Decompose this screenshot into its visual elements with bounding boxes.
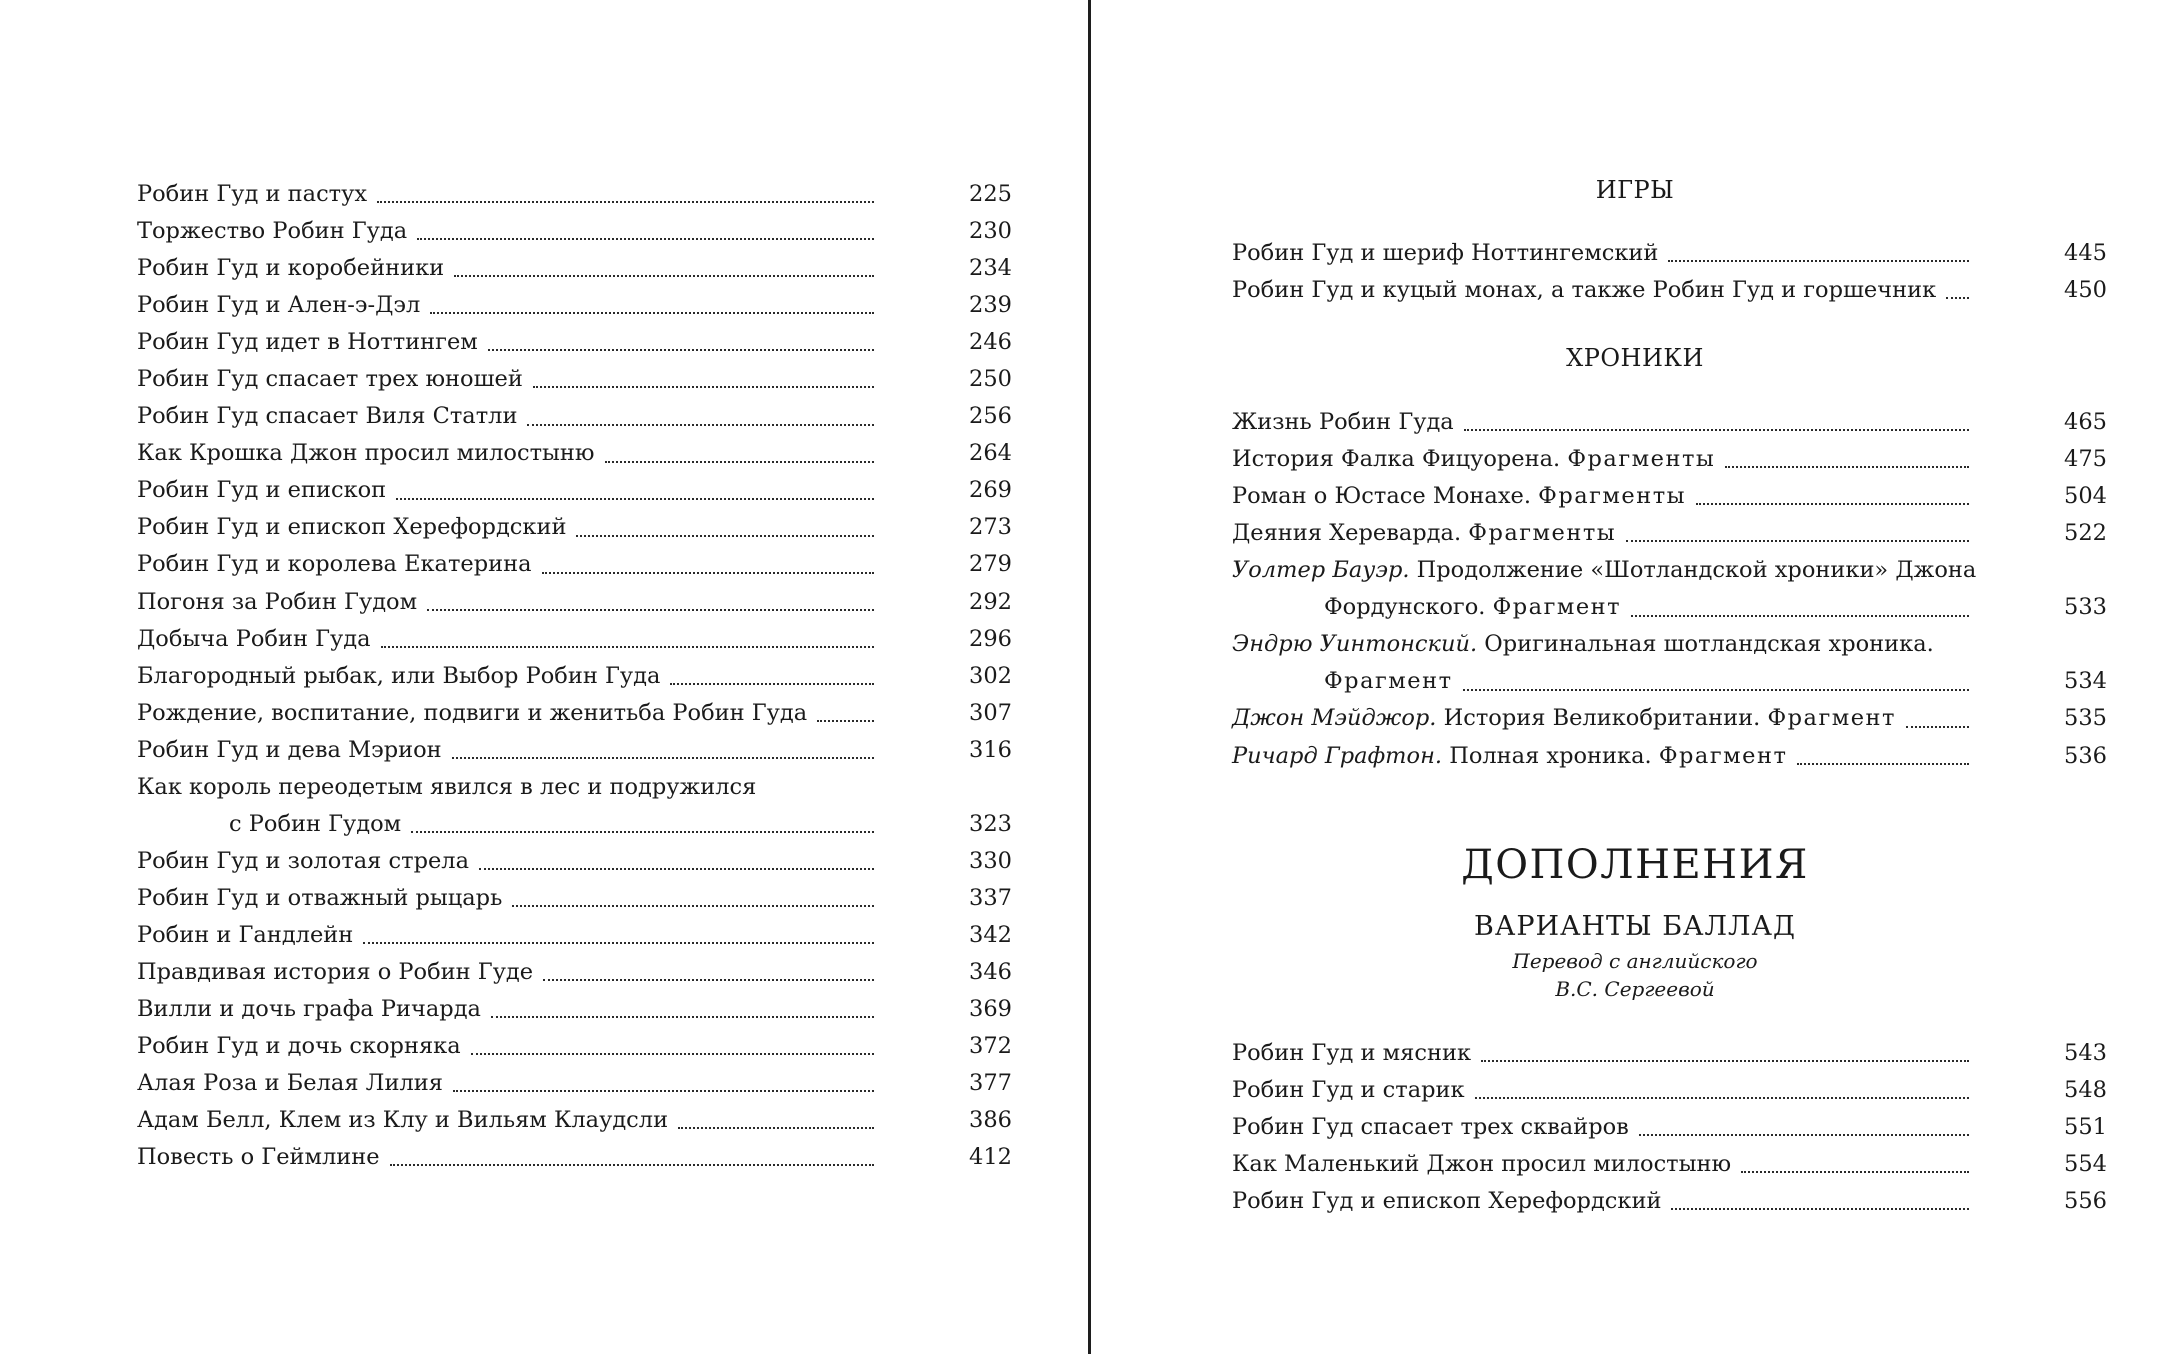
toc-entry[interactable] (137, 843, 1012, 880)
toc-entry-wyntoun-line2[interactable] (1232, 663, 2107, 700)
toc-entry[interactable] (1232, 404, 2107, 441)
dot-leader (527, 401, 874, 426)
dot-leader (1741, 1148, 1969, 1173)
entry-title: Робин Гуд идет в Ноттингем (137, 329, 478, 356)
entry-fragment-label: Фрагмент (1492, 594, 1622, 621)
dot-leader (363, 920, 874, 945)
entry-fragment-label: Фрагмент (1324, 668, 1453, 695)
toc-entry-multiline-line1[interactable] (137, 769, 943, 806)
entry-title: Робин Гуд и епископ Херефордский (137, 514, 567, 541)
entry-author: Ричард Графтон. (1232, 742, 1443, 769)
dot-leader (605, 438, 874, 463)
entry-title: Робин Гуд и коробейники (137, 255, 445, 282)
entry-title (1232, 515, 1626, 552)
entry-page-number: 264 (969, 440, 1012, 467)
entry-title-text: Оригинальная шотландская хроника. (1484, 631, 1934, 658)
toc-entry[interactable] (137, 213, 1012, 250)
section-heading-supplements: ДОПОЛНЕНИЯ (1461, 841, 1809, 888)
toc-entry[interactable] (1232, 1183, 2107, 1220)
entry-title: Робин Гуд и Ален-э-Дэл (137, 292, 421, 319)
entry-title: Погоня за Робин Гудом (137, 588, 418, 615)
dot-leader (454, 253, 874, 278)
dot-leader (1626, 518, 1969, 543)
entry-title: Как король переодетым явился в лес и подружился (137, 773, 757, 800)
entry-page-number: 302 (969, 662, 1012, 689)
entry-title: Робин Гуд и дочь скорняка (137, 1033, 461, 1060)
entry-page-number: 475 (2064, 446, 2107, 473)
dot-leader (1696, 481, 1969, 506)
dot-leader (452, 734, 874, 759)
entry-title: Робин Гуд спасает трех юношей (137, 366, 523, 393)
entry-fragment-label: Фрагменты (1468, 520, 1617, 547)
toc-entry[interactable] (1232, 441, 2107, 478)
dot-leader (417, 216, 874, 241)
toc-entry[interactable] (137, 1139, 1012, 1176)
entry-title: Робин Гуд и старик (1232, 1076, 1465, 1103)
toc-entry[interactable] (137, 584, 1012, 621)
entry-fragment-label: Фрагмент (1767, 705, 1896, 732)
dot-leader (576, 512, 874, 537)
dot-leader (411, 809, 874, 834)
toc-entry[interactable] (137, 472, 1012, 509)
toc-entry[interactable] (137, 732, 1012, 769)
entry-title: Робин Гуд и куцый монах, а также Робин Гуд и горшечник (1232, 277, 1937, 304)
toc-entry[interactable] (137, 695, 1012, 732)
entry-title: Алая Роза и Белая Лилия (137, 1070, 443, 1097)
entry-title: Торжество Робин Гуда (137, 218, 408, 245)
toc-entry[interactable] (137, 250, 1012, 287)
toc-list-chronicles (1232, 404, 2107, 774)
dot-leader (670, 660, 874, 685)
entry-page-number: 534 (2064, 668, 2107, 695)
entry-title (1232, 441, 1725, 478)
entry-title: Робин Гуд и золотая стрела (137, 847, 470, 874)
entry-page-number: 369 (969, 996, 1012, 1023)
entry-title: Робин Гуд спасает Виля Статли (137, 403, 518, 430)
entry-page-number: 504 (2064, 483, 2107, 510)
entry-page-number: 337 (969, 884, 1012, 911)
entry-page-number: 386 (969, 1107, 1012, 1134)
entry-title: Робин и Гандлейн (137, 921, 354, 948)
entry-title-text: Продолжение «Шотландской хроники» Джона (1416, 557, 1977, 584)
entry-page-number: 279 (969, 551, 1012, 578)
dot-leader (479, 846, 874, 871)
entry-page-number: 535 (2064, 705, 2107, 732)
dot-leader (817, 697, 874, 722)
entry-title: Жизнь Робин Гуда (1232, 409, 1454, 436)
entry-title: Благородный рыбак, или Выбор Робин Гуда (137, 662, 661, 689)
entry-title-continued (1324, 589, 1631, 626)
entry-page-number: 536 (2064, 742, 2107, 769)
entry-page-number: 292 (969, 588, 1012, 615)
dot-leader (453, 1068, 874, 1093)
entry-page-number: 307 (969, 699, 1012, 726)
page-gutter (1088, 0, 1091, 1354)
entry-page-number: 269 (969, 477, 1012, 504)
entry-page-number: 372 (969, 1033, 1012, 1060)
entry-title: Добыча Робин Гуда (137, 625, 371, 652)
entry-title-text: История Великобритании. (1443, 705, 1761, 732)
entry-title-continued: с Робин Гудом (229, 810, 402, 837)
dot-leader (1475, 1074, 1969, 1099)
entry-page-number: 225 (969, 181, 1012, 207)
toc-entry-bower-line2[interactable] (1232, 589, 2107, 626)
left-page (137, 176, 1012, 1176)
toc-entry[interactable] (137, 1028, 1012, 1065)
dot-leader (471, 1031, 874, 1056)
toc-entry[interactable] (1232, 738, 2107, 775)
toc-entry[interactable] (137, 176, 1012, 213)
entry-fragment-label: Фрагменты (1567, 446, 1716, 473)
entry-author: Джон Мэйджор. (1232, 705, 1437, 732)
toc-entry[interactable] (137, 621, 1012, 658)
entry-title-text: Полная хроника. (1449, 742, 1652, 769)
entry-page-number: 556 (2064, 1187, 2107, 1214)
entry-page-number: 412 (969, 1144, 1012, 1171)
toc-entry[interactable] (137, 880, 1012, 917)
entry-title-text: Деяния Хереварда. (1232, 520, 1462, 547)
entry-page-number: 522 (2064, 520, 2107, 547)
toc-list-games (1232, 235, 2107, 309)
toc-entry[interactable] (1232, 700, 2107, 737)
dot-leader (543, 957, 874, 982)
toc-entry-wyntoun-line1[interactable] (1232, 626, 2038, 663)
entry-page-number: 551 (2064, 1113, 2107, 1140)
dot-leader (1797, 740, 1969, 765)
toc-entry[interactable] (1232, 1035, 2107, 1072)
entry-fragment-label: Фрагмент (1658, 742, 1788, 769)
dot-leader (1668, 238, 1969, 263)
entry-title: Робин Гуд и шериф Ноттингемский (1232, 240, 1659, 266)
dot-leader (427, 586, 874, 611)
entry-page-number: 342 (969, 921, 1012, 948)
entry-page-number: 323 (969, 810, 1012, 837)
toc-entry[interactable] (137, 398, 1012, 435)
toc-entry[interactable] (137, 1065, 1012, 1102)
entry-title (1232, 552, 1986, 589)
entry-title: Робин Гуд спасает трех сквайров (1232, 1113, 1629, 1140)
dot-leader (396, 475, 874, 500)
entry-title-text: Фордунского. (1324, 594, 1486, 621)
entry-page-number: 346 (969, 958, 1012, 985)
entry-page-number: 239 (969, 292, 1012, 319)
entry-author: Эндрю Уинтонский. (1232, 631, 1478, 658)
entry-title (1232, 700, 1906, 737)
entry-title: Робин Гуд и мясник (1232, 1039, 1472, 1066)
entry-title: Как Крошка Джон просил милостыню (137, 440, 595, 467)
entry-title: Вилли и дочь графа Ричарда (137, 996, 481, 1023)
entry-author: Уолтер Бауэр. (1232, 557, 1410, 584)
entry-title-text: Роман о Юстасе Монахе. (1232, 483, 1531, 510)
entry-page-number: 230 (969, 218, 1012, 245)
entry-page-number: 445 (2064, 240, 2107, 266)
entry-page-number: 377 (969, 1070, 1012, 1097)
dot-leader (491, 994, 874, 1019)
entry-page-number: 316 (969, 736, 1012, 763)
dot-leader (381, 623, 874, 648)
entry-title: Как Маленький Джон просил милостыню (1232, 1150, 1732, 1177)
toc-entry[interactable] (1232, 1072, 2107, 1109)
entry-title: Рождение, воспитание, подвиги и женитьба Робин Гуда (137, 699, 808, 726)
entry-title (1232, 626, 1944, 663)
dot-leader (488, 327, 874, 352)
entry-page-number: 554 (2064, 1150, 2107, 1177)
subsection-heading-variants: ВАРИАНТЫ БАЛЛАД (1474, 910, 1796, 942)
entry-title: Адам Белл, Клем из Клу и Вильям Клаудсли (137, 1107, 669, 1134)
toc-entry[interactable] (1232, 515, 2107, 552)
toc-entry-bower-line1[interactable] (1232, 552, 2038, 589)
entry-title: Повесть о Геймлине (137, 1144, 380, 1171)
toc-entry[interactable] (137, 361, 1012, 398)
toc-entry[interactable] (137, 546, 1012, 583)
section-heading-games: ИГРЫ (1595, 176, 1675, 204)
entry-title: Робин Гуд и дева Мэрион (137, 736, 442, 763)
entry-title (1232, 738, 1797, 775)
translator-note-line1: Перевод с английского (1512, 948, 1758, 973)
entry-title: Робин Гуд и епископ (137, 477, 387, 504)
entry-page-number: 533 (2064, 594, 2107, 621)
entry-page-number: 256 (969, 403, 1012, 430)
toc-entry[interactable] (1232, 272, 2107, 309)
dot-leader (1639, 1111, 1969, 1136)
entry-title (1232, 478, 1696, 515)
entry-page-number: 250 (969, 366, 1012, 393)
toc-entry[interactable] (137, 509, 1012, 546)
toc-list-left (137, 176, 1012, 1176)
right-page (1232, 170, 2107, 1220)
dot-leader (1906, 703, 1969, 728)
entry-page-number: 548 (2064, 1076, 2107, 1103)
toc-entry[interactable] (137, 287, 1012, 324)
toc-entry[interactable] (1232, 478, 2107, 515)
toc-entry[interactable] (1232, 235, 2107, 272)
toc-entry[interactable] (137, 991, 1012, 1028)
section-heading-chronicles: ХРОНИКИ (1566, 344, 1704, 373)
dot-leader (533, 364, 874, 389)
entry-title: Робин Гуд и королева Екатерина (137, 551, 532, 578)
toc-list-supplements (1232, 1035, 2107, 1220)
entry-title: Правдивая история о Робин Гуде (137, 958, 534, 985)
entry-fragment-label: Фрагменты (1538, 483, 1687, 510)
dot-leader (377, 179, 874, 204)
entry-page-number: 450 (2064, 277, 2107, 304)
entry-title: Робин Гуд и пастух (137, 181, 368, 207)
dot-leader (430, 290, 874, 315)
toc-entry[interactable] (137, 954, 1012, 991)
translator-note-line2: В.С. Сергеевой (1555, 976, 1715, 1001)
entry-title: Робин Гуд и епископ Херефордский (1232, 1187, 1662, 1214)
toc-entry[interactable] (137, 324, 1012, 361)
dot-leader (1725, 444, 1969, 469)
entry-page-number: 465 (2064, 409, 2107, 436)
entry-page-number: 296 (969, 625, 1012, 652)
dot-leader (390, 1142, 874, 1167)
entry-page-number: 330 (969, 847, 1012, 874)
dot-leader (1631, 592, 1969, 617)
toc-entry[interactable] (137, 435, 1012, 472)
entry-page-number: 543 (2064, 1039, 2107, 1066)
entry-title-text: История Фалка Фицуорена. (1232, 446, 1561, 473)
toc-entry[interactable] (1232, 1146, 2107, 1183)
dot-leader (1464, 407, 1969, 432)
toc-entry[interactable] (137, 1102, 1012, 1139)
toc-entry[interactable] (1232, 1109, 2107, 1146)
toc-entry-multiline-line2[interactable] (137, 806, 1012, 843)
toc-entry[interactable] (137, 658, 1012, 695)
dot-leader (542, 549, 874, 574)
entry-page-number: 246 (969, 329, 1012, 356)
toc-entry[interactable] (137, 917, 1012, 954)
dot-leader (1481, 1037, 1969, 1062)
dot-leader (1671, 1186, 1969, 1211)
dot-leader (1463, 666, 1969, 691)
dot-leader (512, 883, 874, 908)
dot-leader (678, 1105, 874, 1130)
entry-page-number: 273 (969, 514, 1012, 541)
entry-title: Робин Гуд и отважный рыцарь (137, 884, 503, 911)
dot-leader (1946, 275, 1969, 300)
entry-page-number: 234 (969, 255, 1012, 282)
